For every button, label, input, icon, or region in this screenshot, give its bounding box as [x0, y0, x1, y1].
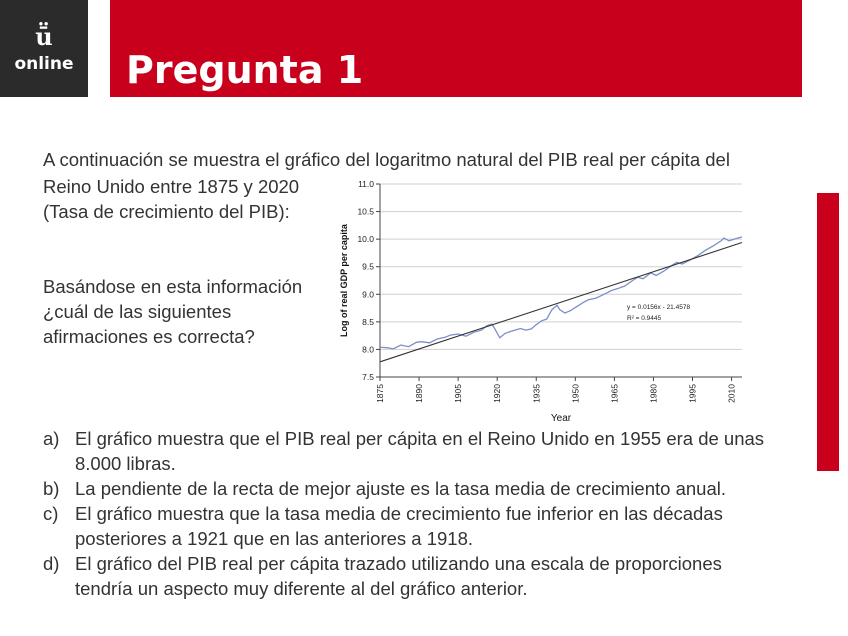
answer-text-line: tendría un aspecto muy diferente al del gráfico anterior.	[75, 578, 528, 599]
answer-letter: c)	[43, 503, 59, 524]
x-axis-label: Year	[550, 413, 572, 424]
question-line-3: afirmaciones es correcta?	[43, 326, 255, 347]
intro-line-1: A continuación se muestra el gráfico del logaritmo natural del PIB real per cápita del	[43, 149, 730, 170]
r-squared-label: R² = 0.9445	[627, 315, 662, 322]
question-text	[43, 274, 333, 349]
gdp-chart-svg	[334, 176, 754, 426]
question-line-2: ¿cuál de las siguientes	[43, 301, 232, 322]
x-tick-label: 1875	[375, 384, 385, 403]
y-tick-label: 11.0	[358, 179, 374, 189]
y-tick-label: 8.0	[362, 344, 374, 355]
answer-option-a[interactable]	[43, 426, 808, 476]
x-tick-label: 1905	[453, 384, 464, 403]
answer-letter: b)	[43, 478, 60, 499]
answer-text-line: El gráfico muestra que la tasa media de crecimiento fue inferior en las décadas	[75, 503, 723, 524]
y-tick-label: 10.5	[357, 206, 374, 217]
x-tick-label: 1980	[648, 384, 659, 403]
trend-line	[380, 243, 742, 362]
answer-text-line: 8.000 libras.	[75, 453, 176, 474]
answer-text-line: El gráfico del PIB real per cápita trazado utilizando una escala de proporciones	[75, 553, 722, 574]
answer-text-line: La pendiente de la recta de mejor ajuste es la tasa media de crecimiento anual.	[75, 478, 726, 499]
x-tick-label: 1920	[492, 384, 503, 403]
page-title: Pregunta 1	[126, 48, 364, 92]
x-tick-label: 1890	[414, 384, 425, 403]
answer-text-line: El gráfico muestra que el PIB real per cápita en el Reino Unido en 1955 era de unas	[75, 428, 765, 449]
series-line	[380, 237, 742, 349]
answer-option-b[interactable]	[43, 476, 808, 501]
title-bar	[110, 0, 802, 97]
answer-letter: d)	[43, 553, 60, 574]
logo-text: online	[14, 54, 74, 74]
y-tick-label: 7.5	[362, 372, 374, 382]
x-tick-label: 1995	[687, 384, 698, 403]
y-tick-label: 8.5	[362, 316, 374, 327]
answer-text-line: posteriores a 1921 que en las anteriores a 1918.	[75, 528, 474, 549]
logo-mark-icon: ṻ	[35, 22, 53, 51]
y-axis-label: Log of real GDP per capita	[339, 224, 349, 337]
intro-line-2: Reino Unido entre 1875 y 2020	[43, 176, 300, 197]
x-tick-label: 1935	[531, 384, 542, 403]
y-tick-label: 9.5	[362, 261, 374, 272]
y-tick-label: 9.0	[362, 289, 374, 300]
x-tick-label: 1965	[609, 384, 620, 403]
side-accent-bar	[817, 193, 839, 471]
answer-letter: a)	[43, 428, 60, 449]
answer-option-c[interactable]	[43, 501, 808, 551]
question-line-1: Basándose en esta información	[43, 276, 303, 297]
answer-list	[43, 426, 808, 601]
y-tick-label: 10.0	[357, 234, 374, 245]
x-tick-label: 1950	[570, 384, 581, 403]
equation-label: y = 0.0156x - 21.4578	[627, 304, 691, 311]
intro-line-3: (Tasa de crecimiento del PIB):	[43, 201, 290, 222]
university-logo	[0, 0, 88, 97]
answer-option-d[interactable]	[43, 551, 808, 601]
gdp-chart	[334, 176, 754, 426]
x-tick-label: 2010	[726, 384, 737, 403]
